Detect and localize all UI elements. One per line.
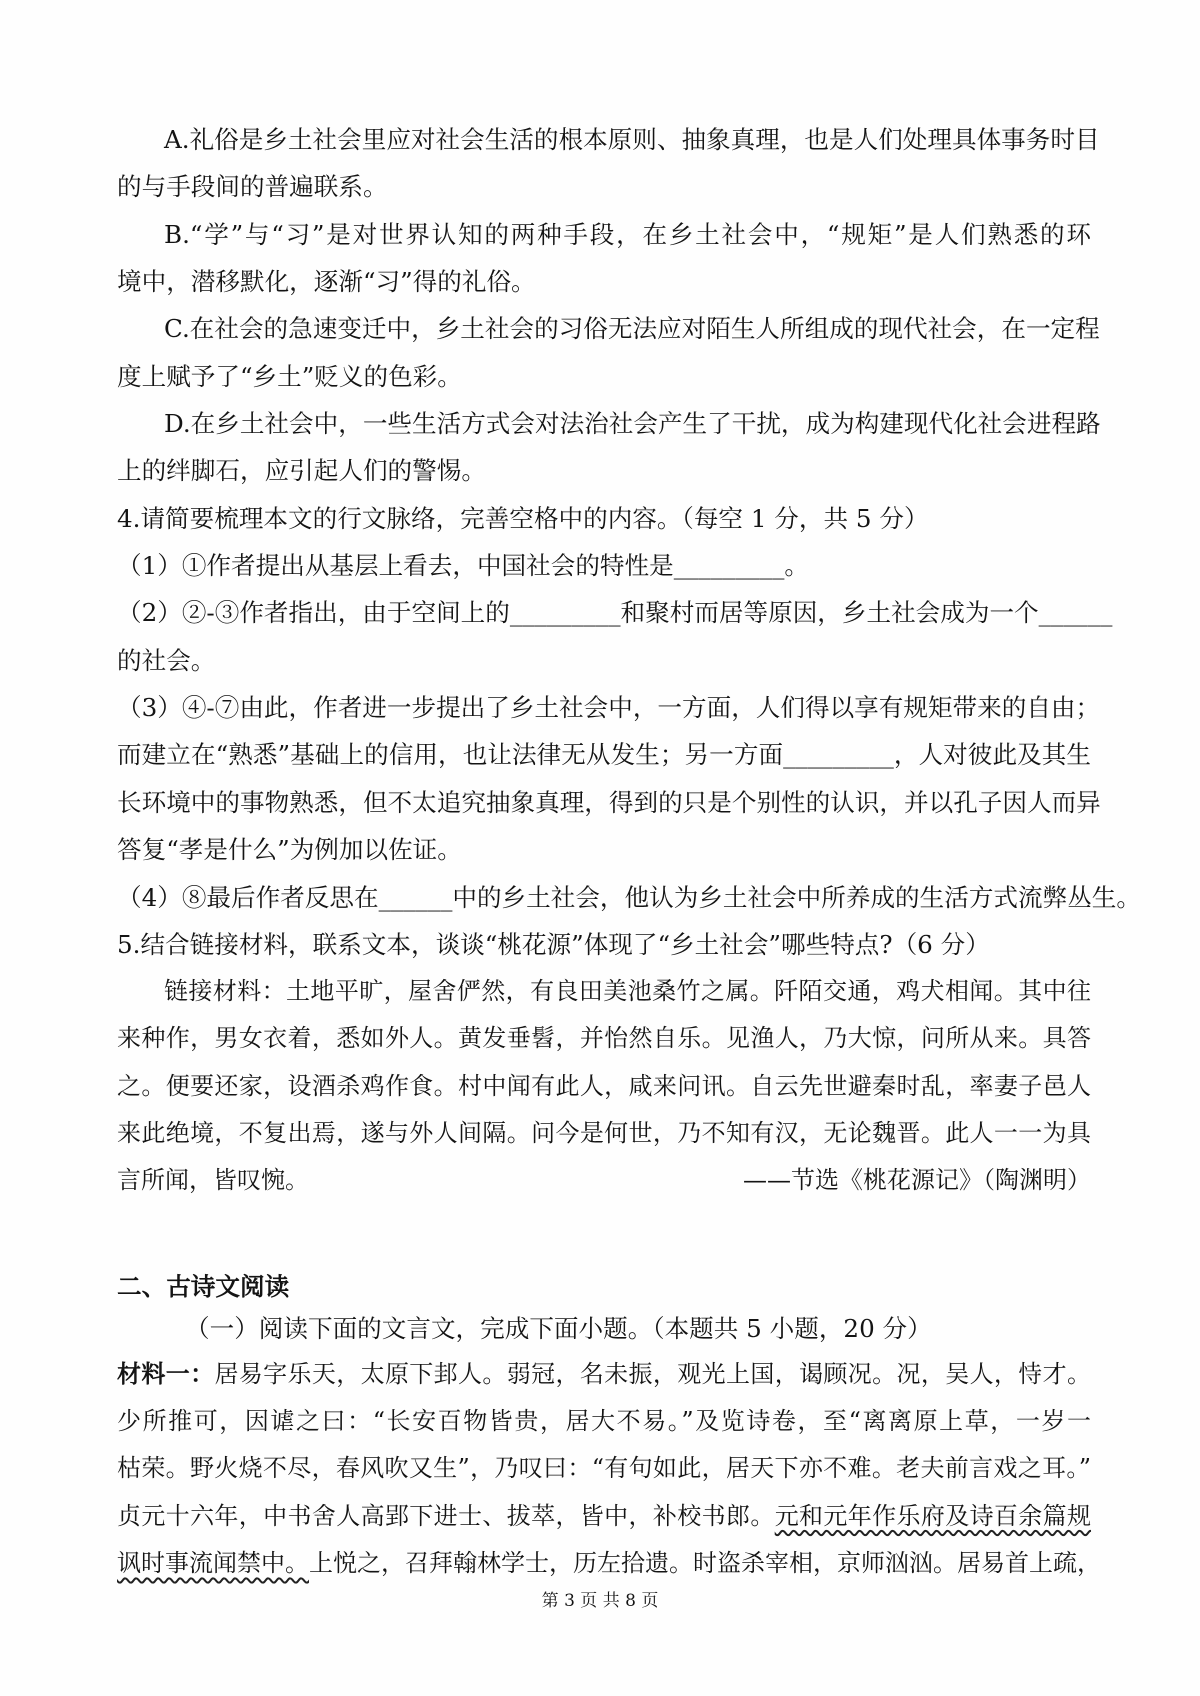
wavy-underlined-text: 元和元年作乐府及诗百余篇规 xyxy=(774,1501,1092,1530)
question5-stem: 5.结合链接材料，联系文本，谈谈“桃花源”体现了“乡土社会”哪些特点?（6 分） xyxy=(117,929,990,959)
link-material-line: 言所闻，皆叹惋。 xyxy=(117,1165,309,1194)
option-d-line: D.在乡土社会中，一些生活方式会对法治社会产生了干扰，成为构建现代化社会进程路 xyxy=(164,409,1101,439)
material1-label: 材料一： xyxy=(117,1360,215,1388)
material1-text: 上悦之，召拜翰林学士，历左拾遗。时盗杀宰相，京师汹汹。居易首上疏， xyxy=(309,1548,1101,1577)
option-b-line: B.“学”与“习”是对世界认知的两种手段，在乡土社会中，“规矩”是人们熟悉的环 xyxy=(164,219,1091,249)
question4-item-3-line: （3）④-⑦由此，作者进一步提出了乡土社会中，一方面，人们得以享有规矩带来的自由； xyxy=(117,693,1101,723)
link-material-source: ——节选《桃花源记》（陶渊明） xyxy=(743,1165,1091,1194)
question4-item-4: （4）⑧最后作者反思在______中的乡土社会，他认为乡土社会中所养成的生活方式流弊丛生。 xyxy=(117,882,1141,912)
page-footer: 第 3 页 共 8 页 xyxy=(541,1591,659,1611)
option-c-line: 度上赋予了“乡土”贬义的色彩。 xyxy=(117,361,462,391)
question4-stem: 4.请简要梳理本文的行文脉络，完善空格中的内容。（每空 1 分，共 5 分） xyxy=(117,503,929,533)
link-material-line: 来此绝境，不复出焉，遂与外人间隔。问今是何世，乃不知有汉，无论魏晋。此人一一为具 xyxy=(117,1118,1091,1147)
section2-intro: （一）阅读下面的文言文，完成下面小题。（本题共 5 小题，20 分） xyxy=(185,1314,932,1343)
option-a-line: A.礼俗是乡土社会里应对社会生活的根本原则、抽象真理，也是人们处理具体事务时目 xyxy=(164,125,1100,154)
link-material-line: 之。便要还家，设酒杀鸡作食。村中闻有此人，咸来问讯。自云先世避秦时乱，率妻子邑人 xyxy=(117,1071,1091,1100)
question4-item-3-line: 而建立在“熟悉”基础上的信用，也让法律无从发生；另一方面_________，人对彼此及其生 xyxy=(117,740,1091,770)
question4-item-2-line: 的社会。 xyxy=(117,645,216,675)
question4-item-3-line: 长环境中的事物熟悉，但不太追究抽象真理，得到的只是个别性的认识，并以孔子因人而异 xyxy=(117,787,1101,817)
material1-line xyxy=(117,1351,1091,1398)
material1-text: 居易字乐天，太原下邽人。弱冠，名未振，观光上国，谒顾况。况，吴人，恃才。 xyxy=(214,1360,1091,1388)
material1-line xyxy=(117,1540,1101,1587)
link-material-line: 链接材料：土地平旷，屋舍俨然，有良田美池桑竹之属。阡陌交通，鸡犬相闻。其中往 xyxy=(164,977,1091,1006)
question4-item-2-line: （2）②-③作者指出，由于空间上的_________和聚村而居等原因，乡土社会成为一个______ xyxy=(117,598,1113,628)
option-a-line: 的与手段间的普遍联系。 xyxy=(117,172,388,202)
material1-block xyxy=(117,1351,1101,1587)
question4-item-1: （1）①作者提出从基层上看去，中国社会的特性是_________。 xyxy=(117,551,809,581)
option-c-line: C.在社会的急速变迁中，乡土社会的习俗无法应对陌生人所组成的现代社会，在一定程 xyxy=(164,314,1100,344)
material1-line xyxy=(117,1493,1091,1540)
questions-block xyxy=(117,116,1141,1204)
question4-item-3-line: 答复“孝是什么”为例加以佐证。 xyxy=(117,835,462,865)
material1-line: 少所推可，因谑之曰：“长安百物皆贵，居大不易。”及览诗卷，至“离离原上草，一岁一 xyxy=(117,1407,1091,1436)
option-d-line: 上的绊脚石，应引起人们的警惕。 xyxy=(117,456,486,486)
option-b-line: 境中，潜移默化，逐渐“习”得的礼俗。 xyxy=(117,267,536,297)
wavy-underlined-text: 讽时事流闻禁中。 xyxy=(117,1548,309,1577)
link-material-last-line xyxy=(117,1157,1091,1204)
material1-line: 枯荣。野火烧不尽，春风吹又生”，乃叹曰：“有句如此，居天下亦不难。老夫前言戏之耳。” xyxy=(117,1454,1091,1483)
link-material xyxy=(117,968,1091,1204)
link-material-line: 来种作，男女衣着，悉如外人。黄发垂髫，并怡然自乐。见渔人，乃大惊，问所从来。具答 xyxy=(117,1024,1091,1053)
section2-heading: 二、古诗文阅读 xyxy=(117,1272,290,1301)
material1-text: 贞元十六年，中书舍人高郢下进士、拔萃，皆中，补校书郎。 xyxy=(117,1501,775,1530)
